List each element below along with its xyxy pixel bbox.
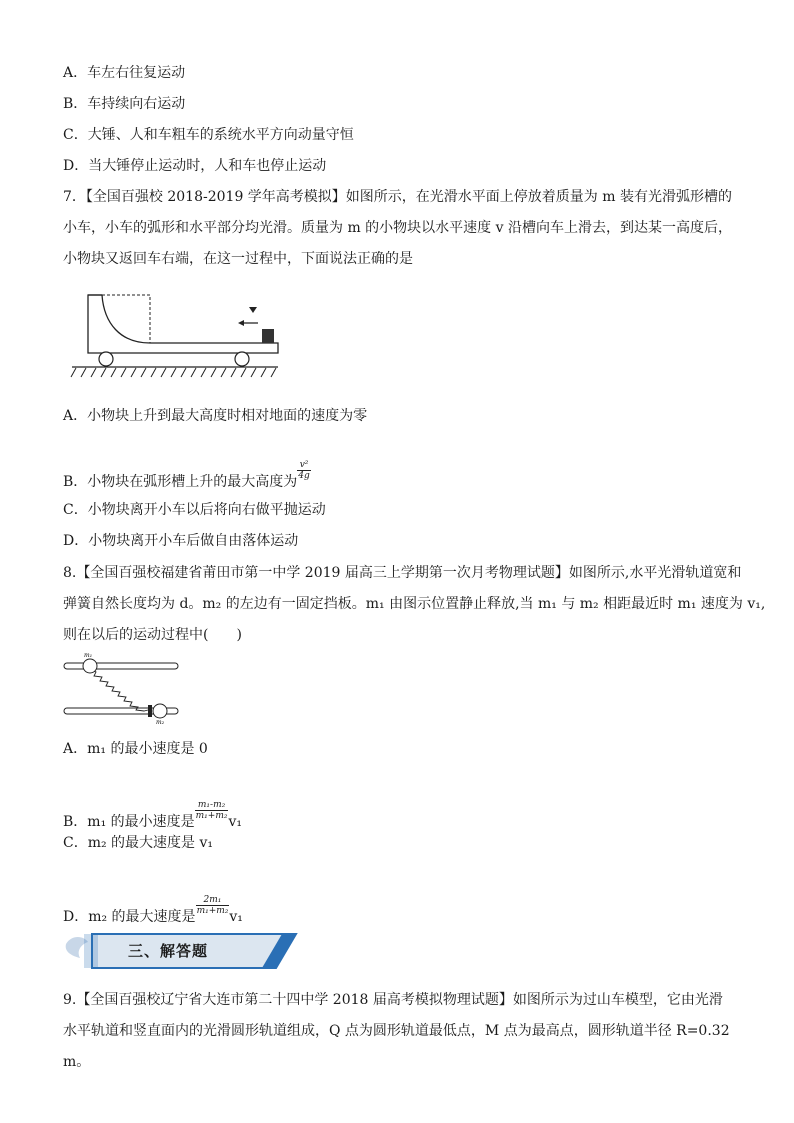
q8-option-b xyxy=(63,800,242,831)
fraction-denominator: 4g xyxy=(298,471,310,481)
q9-stem: 9.【全国百强校辽宁省大连市第二十四中学 2018 届高考模拟物理试题】如图所示为过山车模型，它由光滑水平轨道和竖直面内的光滑圆形轨道组成，Q 点为圆形轨道最低点，M 点为最高点，圆形轨道半径 R=0.32 m。 xyxy=(63,992,730,1070)
q8-stem-line-1: 8.【全国百强校福建省莆田市第一中学 2019 届高三上学期第一次月考物理试题】如图所示,水平光滑轨道宽和 xyxy=(63,565,742,581)
q8-option-d-fraction xyxy=(196,895,230,916)
fraction-numerator: 2m₁ xyxy=(196,895,230,906)
q7-option-c: C．小物块离开小车以后将向右做平抛运动 xyxy=(63,502,326,518)
q7-option-d: D．小物块离开小车后做自由落体运动 xyxy=(63,533,299,549)
q7-option-a: A．小物块上升到最大高度时相对地面的速度为零 xyxy=(63,408,368,424)
q6-option-d: D．当大锤停止运动时，人和车也停止运动 xyxy=(63,158,327,174)
q7-cart-figure xyxy=(68,285,288,385)
q8-spring-figure xyxy=(60,650,185,725)
q8-option-d-velocity: v₁ xyxy=(229,909,243,925)
q8-stem-line-2: 弹簧自然长度均为 d。m₂ 的左边有一固定挡板。m₁ 由图示位置静止释放,当 m₁ 与 m₂ 相距最近时 m₁ 速度为 v₁, xyxy=(63,596,766,612)
q8-option-a: A．m₁ 的最小速度是 0 xyxy=(63,741,208,757)
q8-option-b-label: B．m₁ 的最小速度是 xyxy=(63,814,195,830)
q8-option-b-fraction xyxy=(195,800,229,821)
q6-option-c: C．大锤、人和车粗车的系统水平方向动量守恒 xyxy=(63,127,354,143)
m2-label: m₂ xyxy=(156,719,165,725)
m1-label: m₁ xyxy=(84,652,93,659)
q6-option-b: B．车持续向右运动 xyxy=(63,96,186,112)
section-title: 三、解答题 xyxy=(128,942,209,960)
q8-option-b-velocity: v₁ xyxy=(228,814,242,830)
q8-option-d-label: D．m₂ 的最大速度是 xyxy=(63,909,196,925)
q7-option-b-label: B．小物块在弧形槽上升的最大高度为 xyxy=(63,474,298,490)
fraction-numerator: v² xyxy=(297,460,311,471)
q8-option-d xyxy=(63,895,243,926)
q7-option-b xyxy=(63,460,311,491)
q8-stem-line-3: 则在以后的运动过程中( ) xyxy=(63,627,242,643)
q6-option-a: A．车左右往复运动 xyxy=(63,65,186,81)
fraction-denominator: m₁+m₂ xyxy=(196,906,229,916)
q7-stem: 7．【全国百强校 2018-2019 学年高考模拟】如图所示，在光滑水平面上停放着质量为 m 装有光滑弧形槽的小车，小车的弧形和水平部分均光滑。质量为 m 的小物块以水平速度 v 沿槽向车上滑去，到达某一高度后，小物块又返回车右端，在这一过程中，下面说法正确的是 xyxy=(63,189,732,267)
q7-option-b-fraction xyxy=(297,460,311,481)
fraction-denominator: m₁+m₂ xyxy=(195,811,228,821)
q8-option-c: C．m₂ 的最大速度是 v₁ xyxy=(63,835,214,851)
fraction-numerator: m₁-m₂ xyxy=(195,800,229,811)
